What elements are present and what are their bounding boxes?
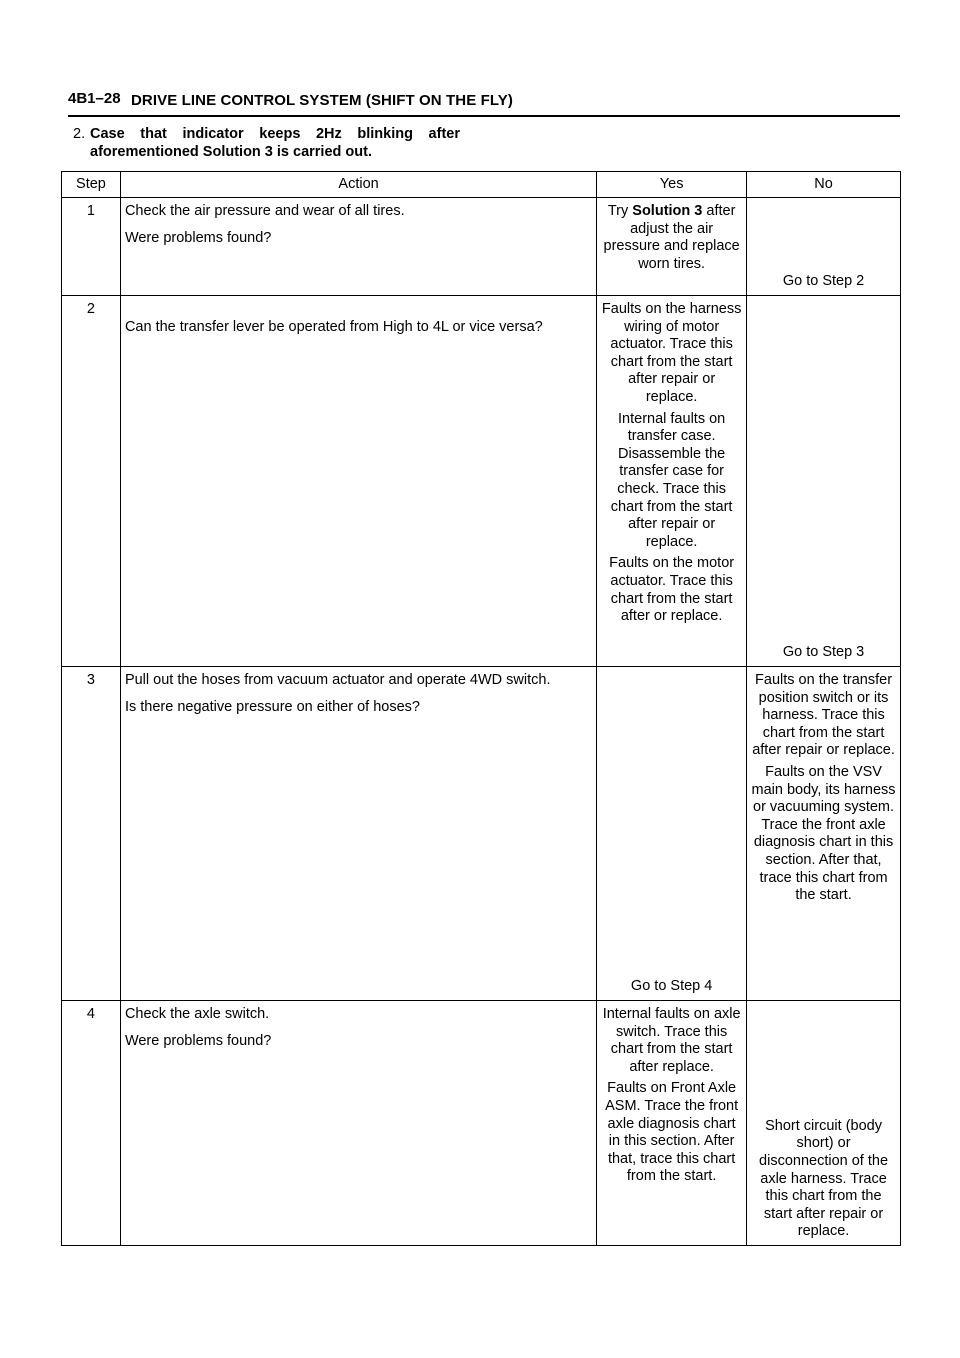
no-cell <box>747 198 901 296</box>
yes-prefix: Try <box>607 203 633 219</box>
no-cell <box>747 296 901 667</box>
yes-text: after adjust the air pressure and replace worn tires. <box>603 203 740 272</box>
table-row <box>62 296 901 667</box>
yes-text: Faults on the motor actuator. Trace this chart from the start after or replace. <box>609 555 735 625</box>
step-number: 3 <box>62 667 121 1001</box>
case-number: 2. <box>73 126 86 142</box>
no-text: Go to Step 3 <box>782 644 865 661</box>
action-cell <box>120 198 596 296</box>
action-text: Can the transfer lever be operated from High to 4L or vice versa? <box>124 319 543 335</box>
yes-cell <box>597 198 747 296</box>
header-yes: Yes <box>597 172 747 198</box>
solution-reference: Solution 3 <box>632 203 703 219</box>
action-text: Pull out the hoses from vacuum actuator and operate 4WD switch. <box>124 672 551 688</box>
yes-text: Internal faults on axle switch. Trace this chart from the start after replace. <box>602 1006 741 1075</box>
case-title-line1: Case that indicator keeps 2Hz blinking after <box>90 126 460 142</box>
step-number: 4 <box>62 1001 121 1246</box>
yes-text: Internal faults on transfer case. Disassemble the transfer case for check. Trace this chart from the start after repair or replace. <box>610 410 733 550</box>
action-cell <box>120 1001 596 1246</box>
no-text: Faults on the transfer position switch or its harness. Trace this chart from the start after repair or replace. <box>752 672 895 759</box>
action-cell <box>120 296 596 667</box>
action-cell <box>120 667 596 1001</box>
yes-text: Go to Step 4 <box>630 978 713 995</box>
no-cell <box>747 1001 901 1246</box>
table-row <box>62 198 901 296</box>
no-text: Faults on the VSV main body, its harness or vacuuming system. Trace the front axle diagnosis chart in this section. After that, trace this chart from the start. <box>751 763 896 904</box>
yes-cell <box>597 667 747 1001</box>
page-number: 4B1–28 <box>68 90 121 107</box>
page-title: DRIVE LINE CONTROL SYSTEM (SHIFT ON THE FLY) <box>131 92 513 109</box>
case-title-line2: aforementioned Solution 3 is carried out. <box>90 144 372 160</box>
action-text: Check the axle switch. <box>124 1006 270 1022</box>
action-text: Were problems found? <box>124 229 272 246</box>
header-rule <box>68 115 900 117</box>
action-text: Check the air pressure and wear of all tires. <box>124 203 405 219</box>
step-number: 2 <box>62 296 121 667</box>
no-cell <box>747 667 901 1001</box>
table-row <box>62 1001 901 1246</box>
no-text: Go to Step 2 <box>782 273 865 290</box>
page-header <box>68 88 900 116</box>
yes-text: Faults on Front Axle ASM. Trace the front axle diagnosis chart in this section. After that, trace this chart from the start. <box>605 1080 739 1185</box>
header-no: No <box>747 172 901 198</box>
action-text: Is there negative pressure on either of hoses? <box>124 698 420 715</box>
header-action: Action <box>120 172 596 198</box>
step-number: 1 <box>62 198 121 296</box>
action-text: Were problems found? <box>124 1032 272 1049</box>
diagnosis-table <box>61 171 901 1246</box>
yes-text: Faults on the harness wiring of motor actuator. Trace this chart from the start after repair or replace. <box>601 301 742 405</box>
header-step: Step <box>62 172 121 198</box>
yes-cell <box>597 1001 747 1246</box>
table-header-row <box>62 172 901 198</box>
no-text: Short circuit (body short) or disconnection of the axle harness. Trace this chart from the start after repair or replace. <box>759 1117 889 1240</box>
yes-cell <box>597 296 747 667</box>
table-row <box>62 667 901 1001</box>
